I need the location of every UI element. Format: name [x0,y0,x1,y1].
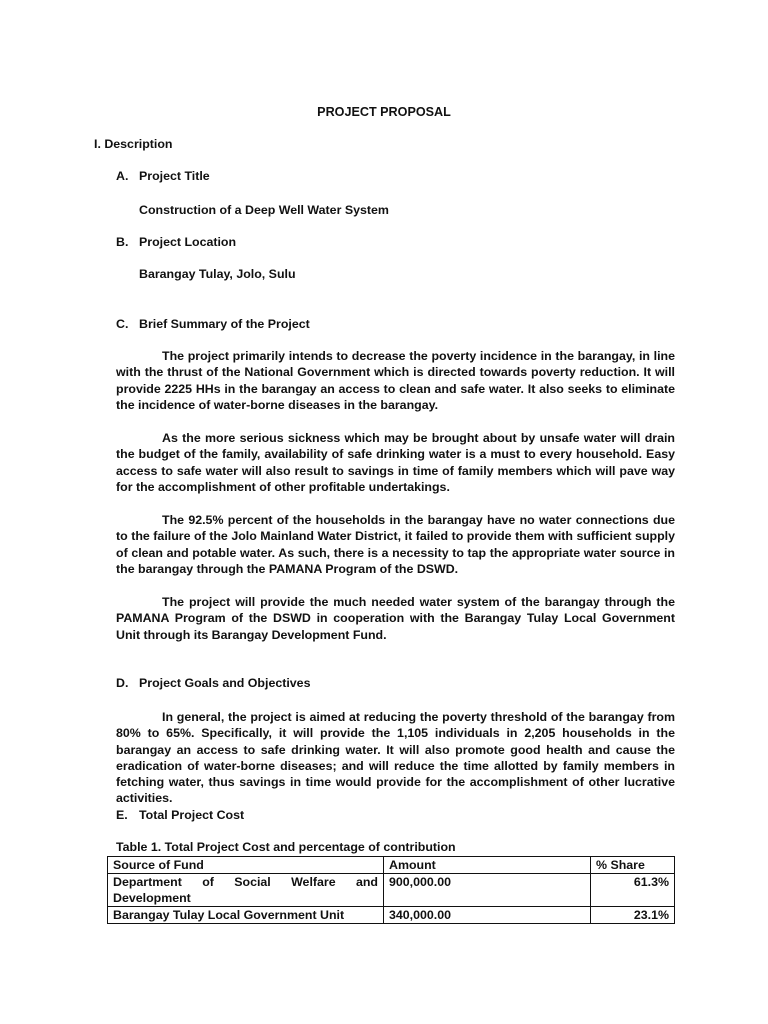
row-2-amount: 340,000.00 [384,907,591,924]
goals-paragraph: In general, the project is aimed at reducing the poverty threshold of the barangay from 80% to 65%. Specifically, it will provide the 1,105 individuals in 2,205 households in the barangay an access to safe drinking water. It will also promote good health and cause the eradication of water-borne diseases; and will reduce the time allotted by family members in fetching water, thus savings in time would provide for the accomplishment of other lucrative activities. [116,710,675,806]
item-b-heading [116,234,236,250]
table-header-row [108,857,675,874]
row-1-source: Department of Social Welfare and Development [108,874,384,907]
table-row [108,907,675,924]
header-amount: Amount [384,857,591,874]
summary-paragraph-2: As the more serious sickness which may be brought about by unsafe water will drain the budget of the family, availability of safe drinking water is a must to every household. Easy access to safe water will also result to savings in time of family members which will pave way for the accomplishment of other profitable undertakings. [116,431,675,494]
item-c-heading [116,316,310,332]
project-title-value: Construction of a Deep Well Water System [139,203,389,217]
item-c-label: Brief Summary of the Project [139,317,310,331]
item-c-letter: C. [116,317,129,331]
summary-paragraph-3: The 92.5% percent of the households in the barangay have no water connections due to the failure of the Jolo Mainland Water District, it failed to provide them with sufficient supply of clean and potable water. As such, there is a necessity to tap the appropriate water source in the barangay through the PAMANA Program of the DSWD. [116,513,675,576]
item-a-letter: A. [116,169,129,183]
item-d-label: Project Goals and Objectives [139,676,311,690]
table-caption: Table 1. Total Project Cost and percentage of contribution [116,840,456,854]
row-2-share: 23.1% [591,907,675,924]
row-1-amount: 900,000.00 [384,874,591,907]
item-d-heading [116,675,310,691]
item-e-heading [116,807,244,823]
item-b-letter: B. [116,235,129,249]
project-location-value: Barangay Tulay, Jolo, Sulu [139,267,296,281]
item-a-label: Project Title [139,169,210,183]
row-1-share: 61.3% [591,874,675,907]
item-a-heading [116,168,210,184]
item-b-label: Project Location [139,235,237,249]
item-e-letter: E. [116,808,128,822]
header-share: % Share [591,857,675,874]
row-2-source: Barangay Tulay Local Government Unit [108,907,384,924]
document-title: PROJECT PROPOSAL [317,105,451,119]
summary-paragraph-1: The project primarily intends to decrease the poverty incidence in the barangay, in line with the thrust of the National Government which is directed towards poverty reduction. It will provide 2225 HHs in the barangay an access to clean and safe water. It also seeks to eliminate the incidence of water-borne diseases in the barangay. [116,349,675,412]
table-row [108,874,675,907]
cost-table [107,856,675,924]
section-heading-description: I. Description [94,137,173,151]
summary-paragraph-4: The project will provide the much needed water system of the barangay through the PAMANA Program of the DSWD in cooperation with the Barangay Tulay Local Government Unit through its Barangay Development Fund. [116,595,675,642]
item-d-letter: D. [116,676,129,690]
item-e-label: Total Project Cost [139,808,245,822]
header-source-of-fund: Source of Fund [108,857,384,874]
